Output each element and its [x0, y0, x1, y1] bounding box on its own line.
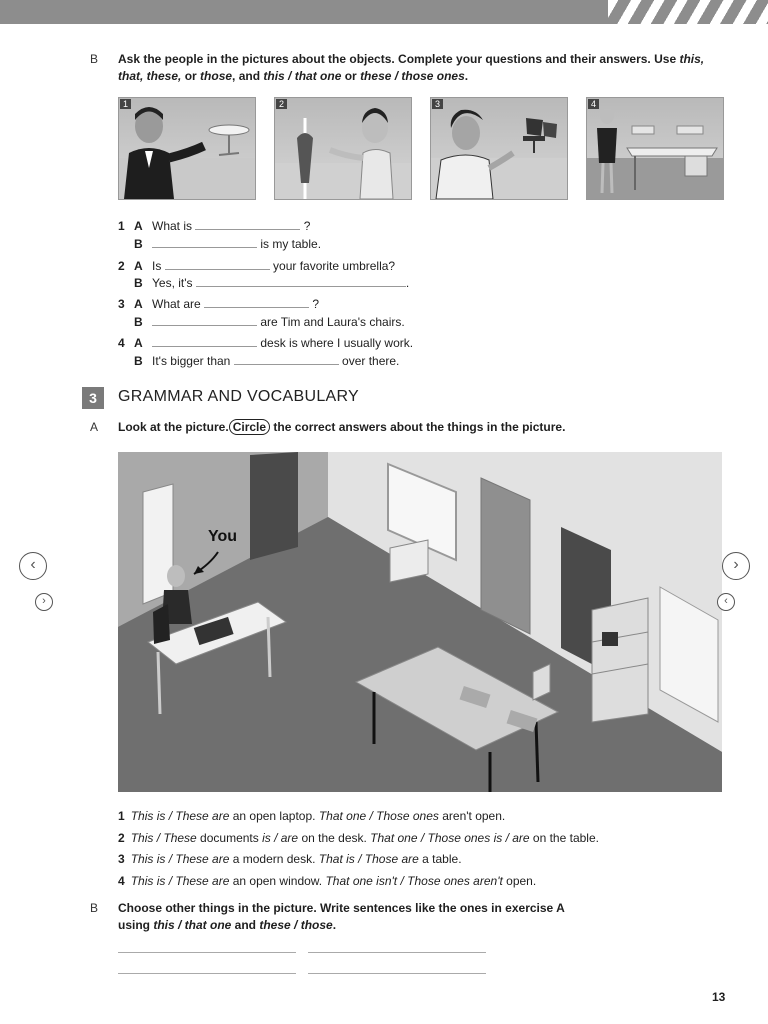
- next-page-button[interactable]: [722, 552, 750, 580]
- exercise-row: 2 A Is your favorite umbrella?: [118, 259, 396, 273]
- part-a-instruction: Look at the picture. Circle the correct answers about the things in the picture.: [118, 420, 566, 434]
- panel-number: 4: [588, 99, 599, 109]
- circle-choice-text[interactable]: This is / These are an open window. That one isn't / Those ones aren't open.: [130, 874, 537, 888]
- exercise-row: 4 A desk is where I usually work.: [118, 336, 414, 350]
- woman-with-desks-illustration: [587, 98, 723, 199]
- answer-blank[interactable]: [152, 334, 257, 347]
- exercise-row: B are Tim and Laura's chairs.: [134, 315, 405, 329]
- man-pointing-at-chairs-illustration: [431, 98, 567, 199]
- prev-small-button[interactable]: [717, 593, 735, 611]
- exercise-row: 1 A What is ?: [118, 219, 311, 233]
- circle-choice-text[interactable]: This is / These are a modern desk. That is / Those are a table.: [130, 852, 462, 866]
- answer-blank[interactable]: [195, 217, 300, 230]
- answer-blank[interactable]: [152, 313, 257, 326]
- exercise-row: B is my table.: [134, 237, 322, 251]
- man-in-tuxedo-illustration: [119, 98, 255, 199]
- part-b2-instruction: Choose other things in the picture. Write sentences like the ones in exercise A using this / that one and these / those.: [118, 901, 565, 932]
- answer-blank[interactable]: [234, 352, 339, 365]
- panel-number: 3: [432, 99, 443, 109]
- answer-blank[interactable]: [152, 235, 257, 248]
- panel-number: 1: [120, 99, 131, 109]
- writing-line[interactable]: [118, 952, 296, 953]
- you-label: You: [208, 528, 238, 545]
- answer-blank[interactable]: [196, 274, 406, 287]
- exercise-row: B It's bigger than over there.: [134, 354, 400, 368]
- exercise-row: 3 A What are ?: [118, 297, 320, 311]
- answer-blank[interactable]: [204, 295, 309, 308]
- picture-panel-3: [430, 97, 568, 200]
- writing-line[interactable]: [308, 952, 486, 953]
- question-row: 3 This is / These are a modern desk. That is / Those are a table.: [118, 852, 462, 866]
- section-title: GRAMMAR AND VOCABULARY: [118, 388, 360, 405]
- header-stripes: [608, 0, 768, 24]
- picture-panel-1: [118, 97, 256, 200]
- previous-page-button[interactable]: [19, 552, 47, 580]
- circle-keyword: Circle: [229, 419, 270, 435]
- question-row: 1 This is / These are an open laptop. That one / Those ones aren't open.: [118, 809, 506, 823]
- office-room-drawing: [118, 452, 722, 792]
- writing-line[interactable]: [308, 973, 486, 974]
- part-b2-label: B: [90, 901, 99, 915]
- header-bar: [0, 0, 768, 24]
- panel-number: 2: [276, 99, 287, 109]
- question-row: 2 This / These documents is / are on the desk. That one / Those ones is / are on the table.: [118, 831, 599, 845]
- office-scene-illustration: [118, 452, 722, 792]
- part-b-instruction: Ask the people in the pictures about the objects. Complete your questions and their answers. Use this, that, these, or those, and this / that one or these / those ones.: [118, 52, 705, 83]
- chevron-right-icon: ›: [42, 595, 46, 607]
- next-small-button[interactable]: [35, 593, 53, 611]
- section-number-badge: 3: [82, 387, 104, 409]
- chevron-left-icon: ‹: [724, 595, 728, 607]
- chevron-right-icon: ›: [733, 556, 739, 573]
- exercise-row: B Yes, it's .: [134, 276, 410, 290]
- chevron-left-icon: ‹: [30, 556, 36, 573]
- picture-panel-4: [586, 97, 724, 200]
- question-row: 4 This is / These are an open window. That one isn't / Those ones aren't open.: [118, 874, 537, 888]
- part-b-label: B: [90, 52, 99, 66]
- picture-panel-2: [274, 97, 412, 200]
- writing-line[interactable]: [118, 973, 296, 974]
- woman-with-umbrella-illustration: [275, 98, 411, 199]
- part-a-label: A: [90, 420, 99, 434]
- circle-choice-text[interactable]: This / These documents is / are on the desk. That one / Those ones is / are on the table.: [130, 831, 599, 845]
- circle-choice-text[interactable]: This is / These are an open laptop. That one / Those ones aren't open.: [130, 809, 506, 823]
- page-number: 13: [712, 990, 726, 1004]
- answer-blank[interactable]: [165, 257, 270, 270]
